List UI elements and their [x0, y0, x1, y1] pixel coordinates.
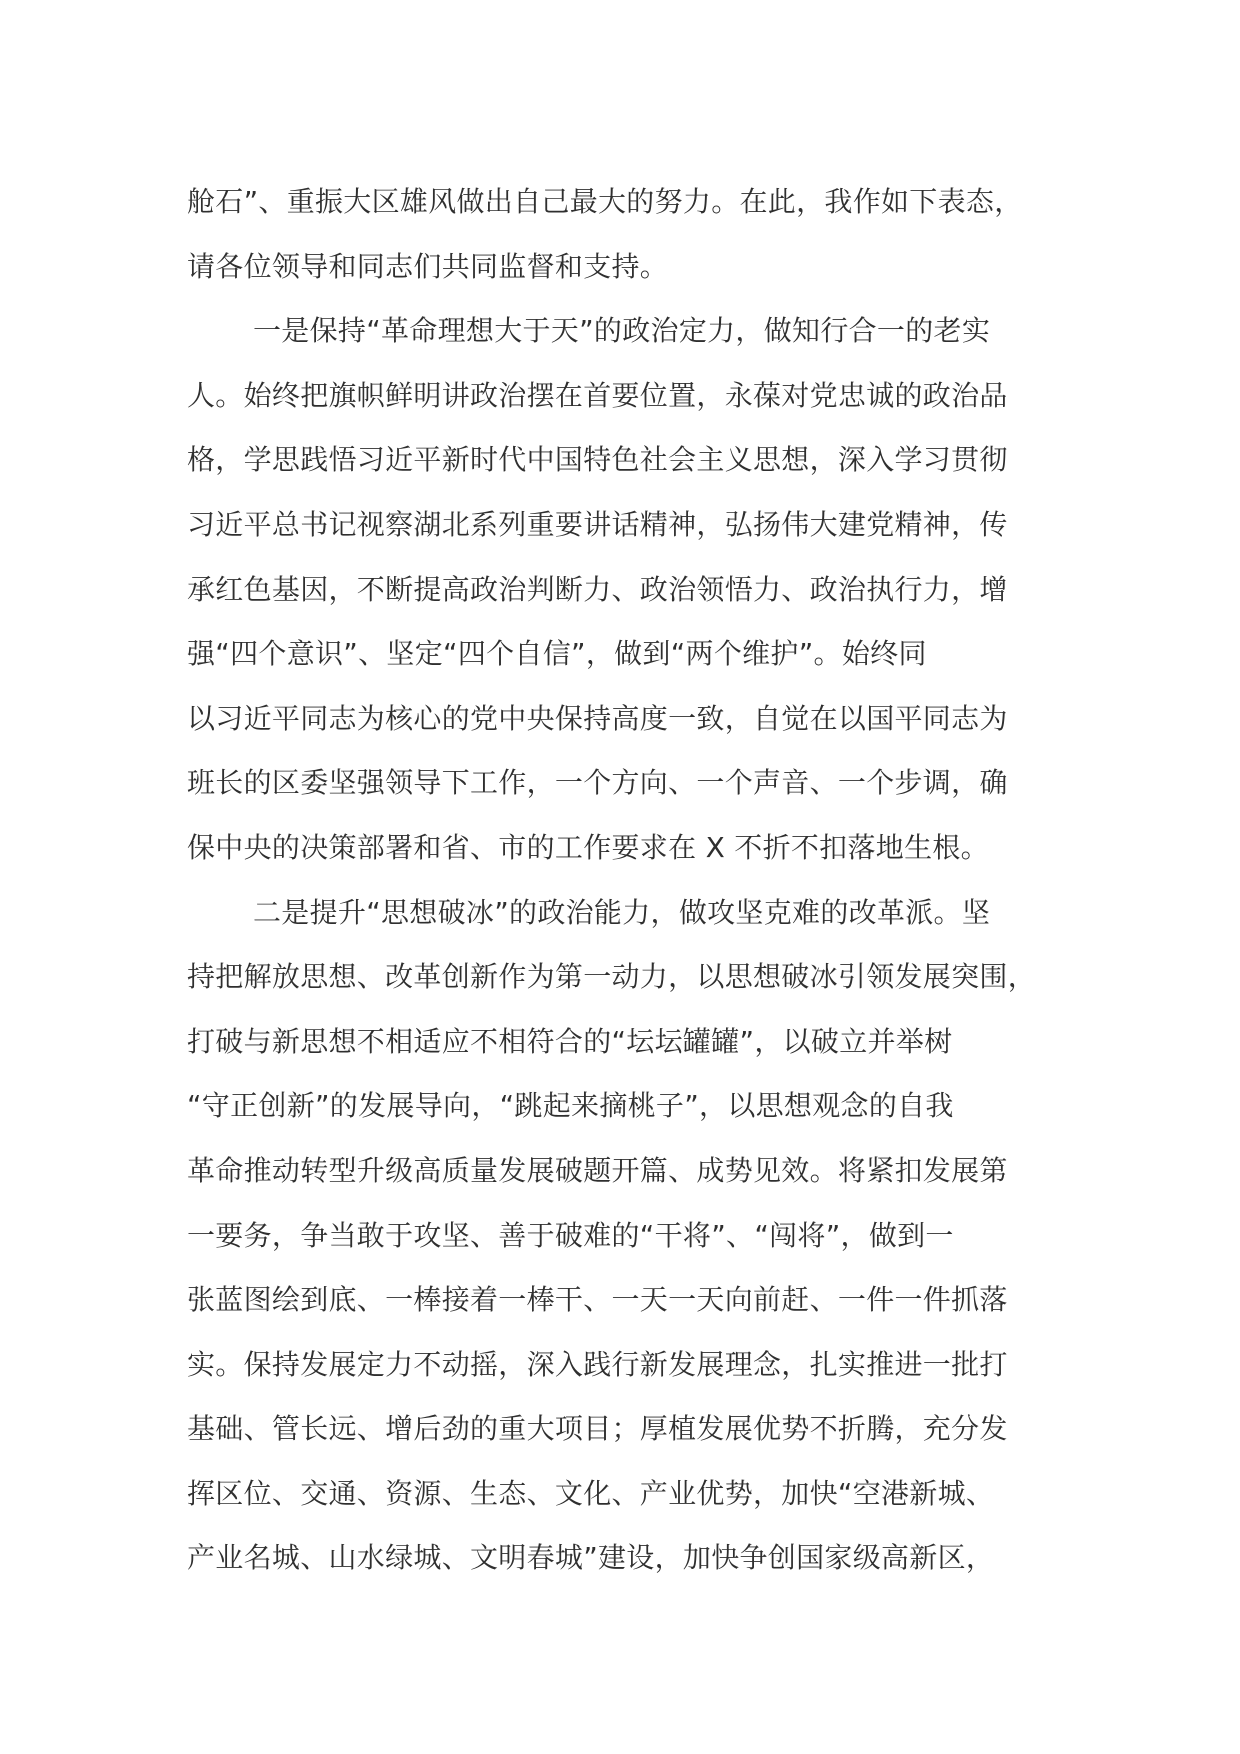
- text-line: 挥区位、交通、资源、生态、文化、产业优势，加快“空港新城、: [187, 1476, 995, 1510]
- paragraph-start-line: 二是提升“思想破冰”的政治能力，做攻坚克难的改革派。坚: [253, 895, 991, 929]
- text-line: 强“四个意识”、坚定“四个自信”，做到“两个维护”。始终同: [187, 637, 927, 671]
- body-text: [187, 170, 1077, 1591]
- text-line: 承红色基因，不断提高政治判断力、政治领悟力、政治执行力，增: [187, 572, 1008, 606]
- text-line: 格，学思践悟习近平新时代中国特色社会主义思想，深入学习贯彻: [187, 443, 1008, 477]
- text-line: 舱石”、重振大区雄风做出自己最大的努力。在此，我作如下表态，: [187, 185, 1023, 218]
- text-line: 人。始终把旗帜鲜明讲政治摆在首要位置，永葆对党忠诚的政治品: [187, 378, 1008, 412]
- text-line: 保中央的决策部署和省、市的工作要求在 X 不折不扣落地生根。: [187, 830, 989, 864]
- paragraph-start-line: 一是保持“革命理想大于天”的政治定力，做知行合一的老实: [253, 314, 991, 348]
- text-line: 实。保持发展定力不动摇，深入践行新发展理念，扎实推进一批打: [187, 1347, 1008, 1381]
- text-line: 持把解放思想、改革创新作为第一动力，以思想破冰引领发展突围，: [187, 960, 1037, 994]
- text-line: 产业名城、山水绿城、文明春城”建设，加快争创国家级高新区，: [187, 1541, 995, 1575]
- text-line: 打破与新思想不相适应不相符合的“坛坛罐罐”，以破立并举树: [187, 1024, 953, 1058]
- text-line: 张蓝图绘到底、一棒接着一棒干、一天一天向前赶、一件一件抓落: [187, 1283, 1008, 1317]
- text-line: 革命推动转型升级高质量发展破题开篇、成势见效。将紧扣发展第: [187, 1153, 1008, 1187]
- text-line: 班长的区委坚强领导下工作，一个方向、一个声音、一个步调，确: [187, 766, 1008, 800]
- text-line: 基础、管长远、增后劲的重大项目；厚植发展优势不折腾，充分发: [187, 1412, 1008, 1446]
- text-line: 一要务，争当敢于攻坚、善于破难的“干将”、“闯将”，做到一: [187, 1218, 954, 1252]
- text-line: 习近平总书记视察湖北系列重要讲话精神，弘扬伟大建党精神，传: [187, 507, 1008, 541]
- text-line: 请各位领导和同志们共同监督和支持。: [187, 249, 669, 283]
- text-line: “守正创新”的发展导向，“跳起来摘桃子”，以思想观念的自我: [187, 1089, 954, 1123]
- text-line: 以习近平同志为核心的党中央保持高度一致，自觉在以国平同志为: [187, 701, 1008, 735]
